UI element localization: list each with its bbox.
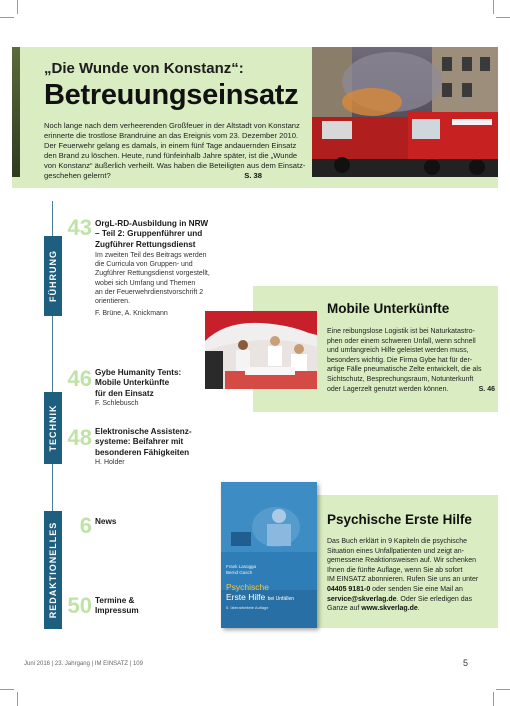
phone-number[interactable]: 04405 9181-0 [327,585,371,593]
feature-body-text: . Oder Sie erledigen das [396,595,472,603]
book-title-line: Psychische [226,582,269,592]
hero-page-ref[interactable]: S. 38 [244,171,262,181]
crop-mark [17,692,18,706]
feature-body-line: artige Fälle pneumatische Zelte entwickelt, die als [327,366,482,374]
feature-body-line: gemessene Reaktionsweisen auf. Wir schenken [327,557,477,565]
feature-body-text: Ganze auf [327,605,362,613]
toc-item-title[interactable] [95,427,192,458]
section-label: REDAKTIONELLES [48,521,58,619]
toc-desc-line: die Curricula von Gruppen- und [95,261,193,269]
book-cover[interactable] [221,482,317,628]
fire-scene-photo [312,47,498,177]
hero-lead [44,121,306,182]
feature-body-mail-line [327,595,495,605]
hero-lead-line: den Brand zu löschen. Heute, rund fünfeinhalb Jahre später, ist die „Wunde [44,151,298,161]
hero-lead-line: Noch lange nach dem verheerenden Großfeuer in der Altstadt von Konstanz [44,121,300,130]
toc-title-line: Termine & [95,596,135,605]
book-title [226,582,294,604]
section-rule [52,201,53,236]
book-author-line: Bernd Gasch [226,570,253,575]
feature-body-line: IM EINSATZ abonnieren. Rufen Sie uns an unter [327,576,479,584]
toc-title-line: Zugführer Rettungsdienst [95,239,196,249]
toc-item-title[interactable] [95,517,116,527]
toc-desc-line: Zugführer Rettungsdienst vorgestellt, [95,270,210,278]
toc-title-line: – Teil 2: Gruppenführer und [95,229,203,239]
crop-mark [0,17,14,18]
section-label: FÜHRUNG [48,250,58,302]
feature-book-title: Psychische Erste Hilfe [327,512,472,527]
feature-body-text: . [417,605,420,613]
section-tab-redaktionelles [44,511,62,629]
section-rule [52,316,53,360]
hero-lead-line: geschehen gelernt? [44,171,111,181]
feature-page-ref[interactable]: S. 46 [478,385,495,393]
hero-lead-line: von Konstanz“ äußerlich verheilt. Was haben die Beteiligten aus dem Einsatz- [44,161,306,171]
toc-title-line: OrgL-RD-Ausbildung in NRW [95,219,209,228]
feature-body-line: Situation eines Unfallpatienten und zeigt an- [327,547,464,555]
crop-mark [496,17,510,18]
crop-mark [496,689,510,690]
toc-title-line: Impressum [95,606,139,616]
crop-mark [493,692,494,706]
feature-body-line: phen oder einem schweren Unfall, wenn schnell [327,337,476,345]
book-authors [226,564,256,576]
feature-body-line: oder Lagerzelt genutzt werden können. [327,385,449,393]
feature-body-line: Eine reibungslose Logistik ist bei Naturkatastro- [327,328,475,335]
tent-photo [205,311,317,389]
toc-page-number[interactable]: 6 [79,513,92,538]
toc-title-line: News [95,517,117,526]
toc-title-line: systeme: Beifahrer mit [95,437,184,447]
crop-mark [17,0,18,14]
feature-body-line: besonders wichtig. Die Firma Gybe hat für der- [327,356,473,364]
toc-item-title[interactable] [95,368,181,399]
feature-body-text: oder senden Sie eine Mail an [370,585,463,593]
toc-title-line: Elektronische Assistenz- [95,427,192,436]
feature-book-body [327,537,495,614]
book-author-line: Frank Lasogga [226,564,257,569]
feature-tents-title: Mobile Unterkünfte [327,301,450,316]
feature-body-line: und umfangreich Hilfe geleistet werden muss, [327,347,469,355]
feature-body-line: Sichtschutz, Besprechungsraum, Notunterkunft [327,375,474,383]
hero-kicker: „Die Wunde von Konstanz“: [44,60,244,77]
toc-page-number[interactable]: 48 [67,425,92,450]
toc-desc-line: orientieren. [95,298,131,306]
section-rule [52,464,53,511]
book-edition: 5. überarbeitete Auflage [226,605,269,610]
hero-lead-line: erinnerte die trostlose Brandruine an das Ereignis vom 23. Dezember 2010. [44,131,299,141]
web-link[interactable]: www.skverlag.de [361,605,418,613]
hero-lead-last [44,171,262,181]
feature-body-web-line [327,604,495,614]
toc-title-line: Mobile Unterkünfte [95,378,170,388]
feature-body-last [327,385,495,395]
toc-item-title[interactable] [95,596,139,617]
toc-desc-line: Im zweiten Teil des Beitrags werden [95,252,207,259]
book-subtitle: bei Unfällen [267,596,294,602]
book-title-line: Erste Hilfe [226,592,266,602]
section-tab-technik [44,392,62,464]
toc-title-line: Gybe Humanity Tents: [95,368,182,377]
toc-page-number[interactable]: 43 [67,215,92,240]
page-number: 5 [463,658,469,668]
feature-tents-body [327,327,495,394]
toc-title-line: besonderen Fähigkeiten [95,447,190,457]
email-link[interactable]: service@skverlag.de [327,595,397,603]
toc-desc-line: wobei sich Umfang und Themen [95,279,196,287]
feature-body-line: Das Buch erklärt in 9 Kapiteln die psychische [327,538,468,545]
hero-side-photo [12,47,20,177]
toc-item-author: H. Holder [95,459,125,466]
crop-mark [493,0,494,14]
toc-item-title[interactable] [95,219,208,250]
hero-lead-line: Der Feuerwehr gelang es damals, in einem fünf Tage andauernden Einsatz [44,141,297,151]
section-tab-fuehrung [44,236,62,316]
toc-item-author: F. Schlebusch [95,400,139,407]
feature-body-line: Ihnen die fünfte Auflage, wenn Sie ab sofort [327,566,463,574]
toc-desc-line: an der Feuerwehrdienstvorschrift 2 [95,288,204,296]
hero-headline: Betreuungseinsatz [44,79,299,111]
feature-body-phone-line [327,585,495,595]
crop-mark [0,689,14,690]
footer-issue-info: Juni 2016 | 23. Jahrgang | IM EINSATZ | 109 [24,661,143,667]
section-label: TECHNIK [48,404,58,452]
toc-page-number[interactable]: 50 [67,593,92,618]
toc-title-line: für den Einsatz [95,388,154,398]
toc-item-author: F. Brüne, A. Knickmann [95,310,168,317]
toc-page-number[interactable]: 46 [67,366,92,391]
toc-item-description [95,251,210,306]
section-rule [52,360,53,392]
